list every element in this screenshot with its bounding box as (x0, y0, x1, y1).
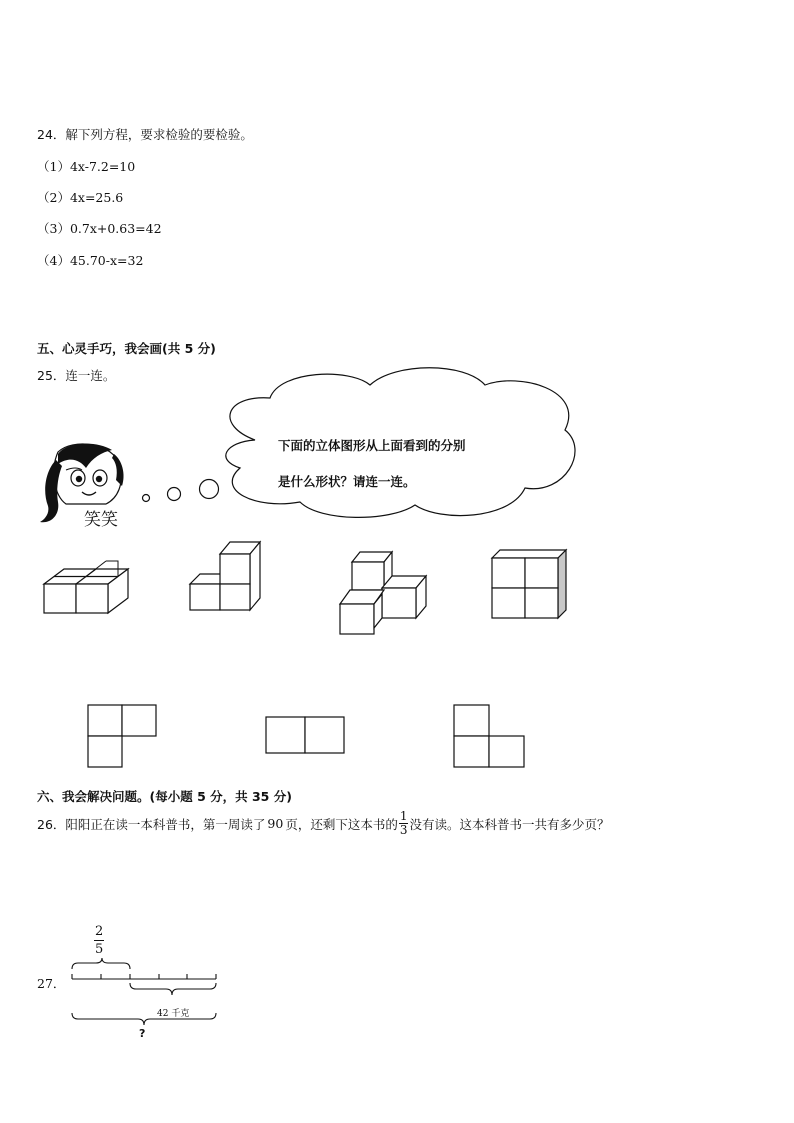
solid-figure-2 (186, 538, 266, 614)
q24-item-3: （3）0.7x+0.63=42 (37, 221, 162, 236)
q26-number: 90 (267, 816, 284, 831)
solid-figure-1 (40, 555, 130, 615)
thought-dot-medium (168, 488, 181, 501)
q24-title: 24．解下列方程，要求检验的要检验。 (37, 127, 253, 142)
q26-part3: 没有读。这本科普书一共有多少页？ (409, 816, 610, 832)
section5-heading: 五、心灵手巧，我会画(共 5 分) (37, 341, 216, 356)
q26-fraction-denominator: 3 (399, 823, 408, 837)
top-view-shape-2 (264, 715, 348, 757)
q24-item-2: （2）4x=25.6 (37, 190, 124, 205)
character-name: 笑笑 (84, 510, 118, 530)
q26-fraction (399, 810, 409, 837)
thought-dot-small (143, 495, 150, 502)
q27-fraction-denominator: 5 (95, 942, 104, 957)
q24-item-4: （4）45.70-x=32 (37, 253, 144, 268)
section6-heading: 六、我会解决问题。(每小题 5 分，共 35 分) (37, 789, 292, 804)
bubble-text-2: 是什么形状？请连一连。 (278, 474, 416, 489)
top-view-shape-3 (452, 703, 526, 769)
q26-part2: 页，还剩下这本书的 (285, 816, 398, 832)
q26-text (37, 810, 610, 837)
solid-figure-3 (336, 548, 430, 638)
q27-fraction (94, 923, 104, 958)
q25-title: 25．连一连。 (37, 368, 116, 383)
q27-fraction-numerator: 2 (95, 924, 104, 939)
q27-question-mark: ? (139, 1027, 146, 1040)
q26-part1: 26．阳阳正在读一本科普书，第一周读了 (37, 816, 266, 832)
solid-figure-4 (488, 546, 570, 622)
thought-dot-large (200, 480, 219, 499)
q26-fraction-numerator: 1 (399, 809, 408, 823)
q24-item-1: （1）4x-7.2=10 (37, 159, 136, 174)
top-view-shape-1 (86, 703, 158, 769)
q27-weight-label: 42 千克 (157, 1009, 190, 1019)
q27-line-diagram (60, 955, 230, 1035)
bubble-text-1: 下面的立体图形从上面看到的分别 (278, 438, 466, 453)
q27-label: 27． (37, 976, 66, 991)
